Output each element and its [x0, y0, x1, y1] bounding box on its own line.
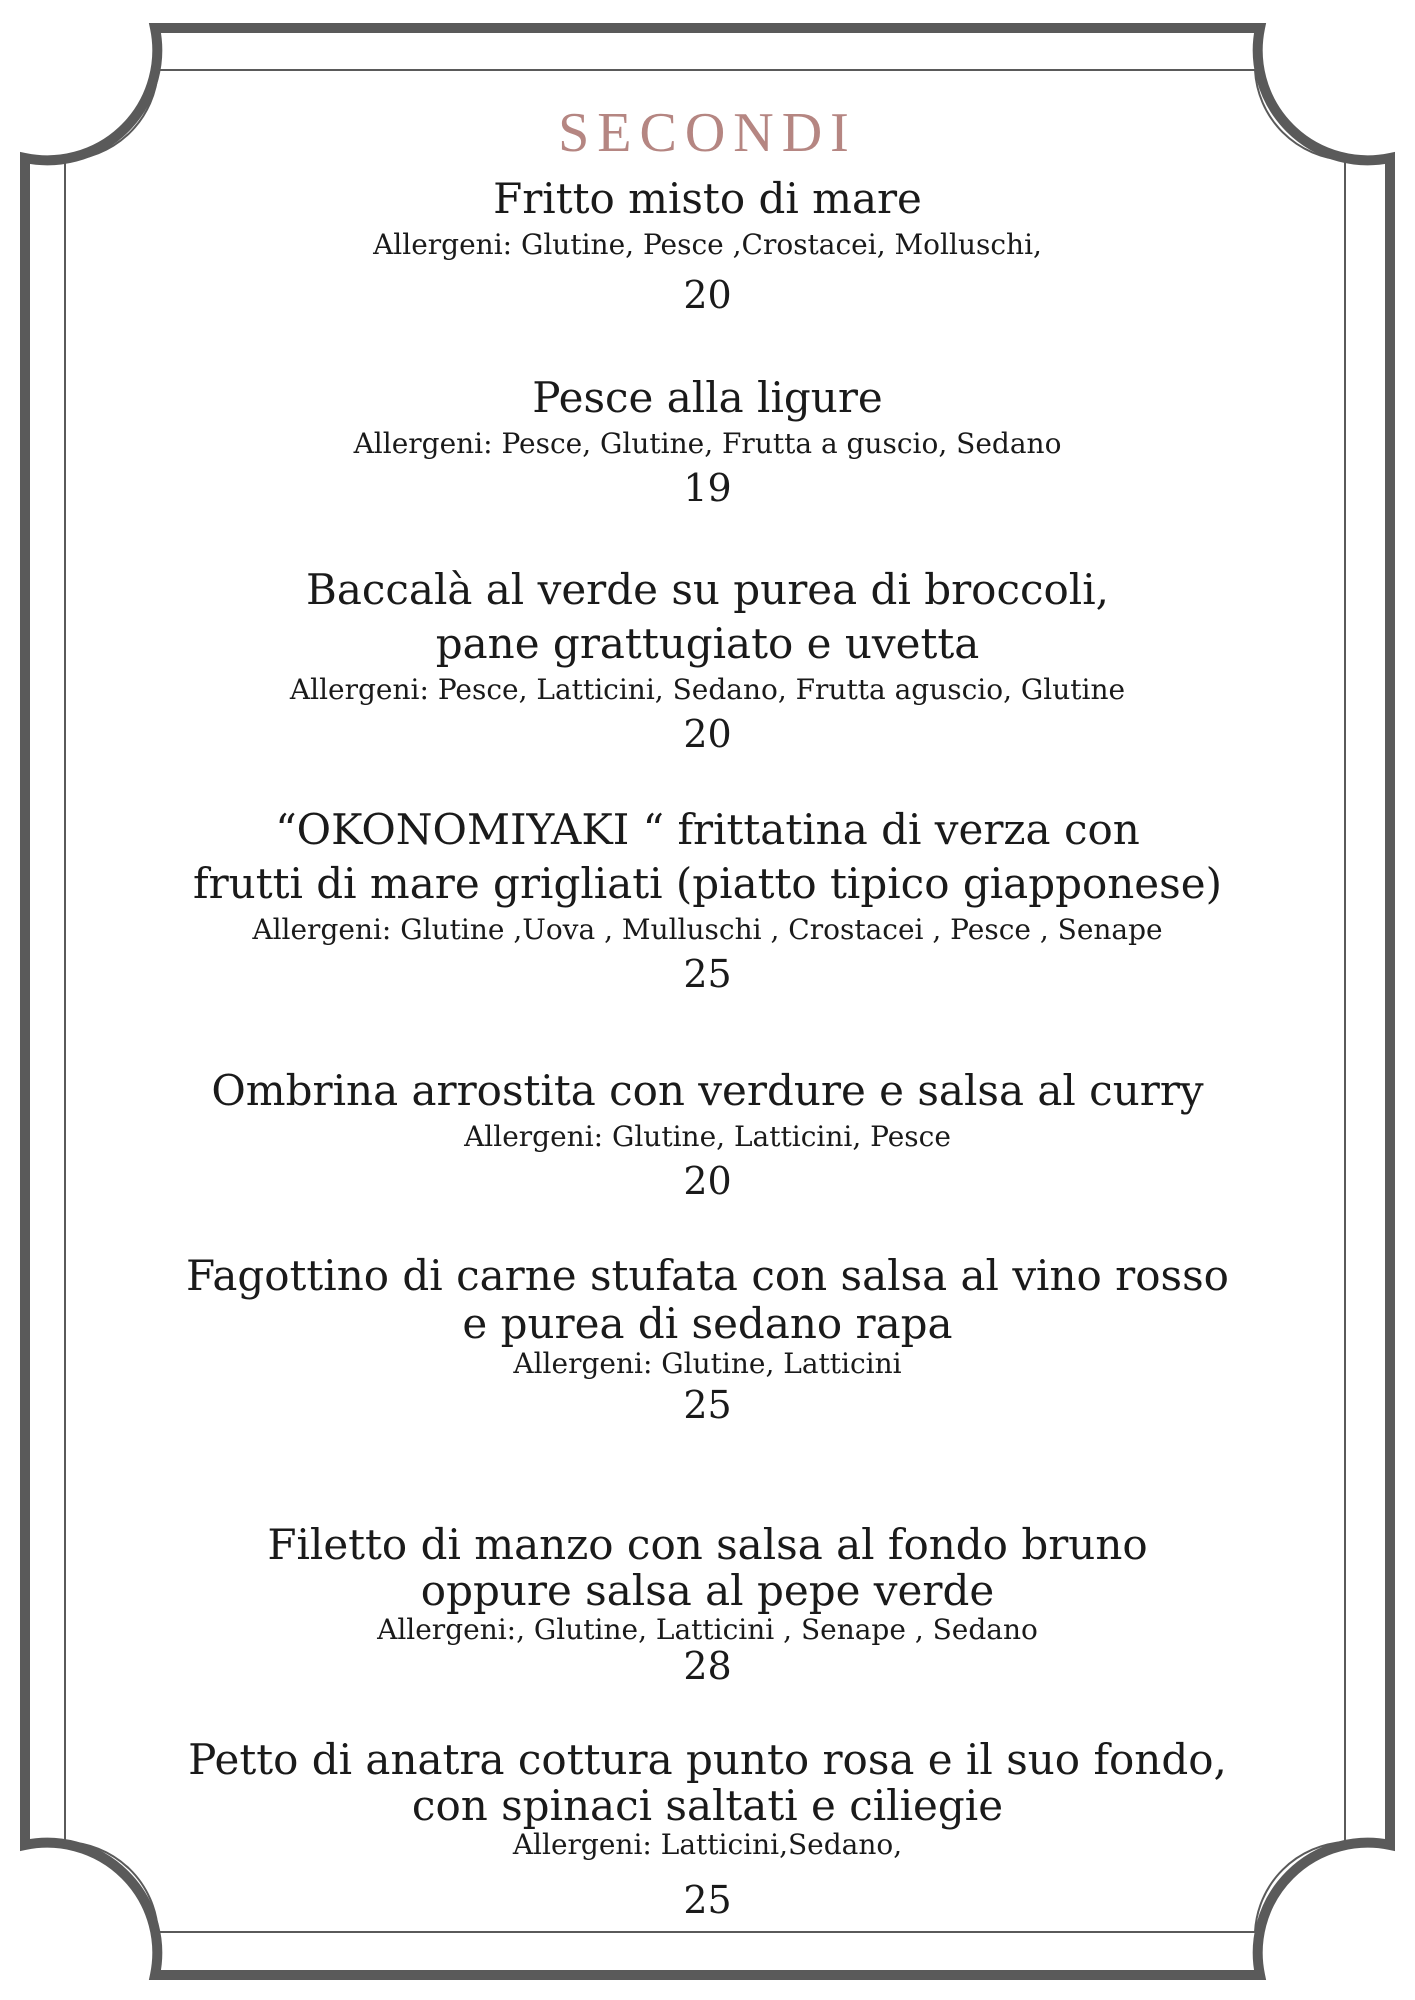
dish-item [150, 172, 1265, 320]
dish-name: Pesce alla ligure [532, 373, 883, 422]
dish-item [150, 1737, 1265, 1925]
dish-name-line-2: frutti di mare grigliati (piatto tipico giapponese) [193, 859, 1222, 908]
dish-name-line-2: con spinaci saltati e ciliegie [411, 1781, 1004, 1830]
dish-allergens: Allergeni: Pesce, Latticini, Sedano, Frutta aguscio, Glutine [289, 673, 1126, 706]
dish-name: Fritto misto di mare [493, 174, 922, 223]
dish-item [150, 371, 1265, 513]
dish-allergens: Allergeni: Pesce, Glutine, Frutta a guscio, Sedano [353, 427, 1062, 460]
dish-allergens: Allergeni: Glutine, Latticini, Pesce [464, 1120, 951, 1153]
dish-allergens: Allergeni:, Glutine, Latticini , Senape , Sedano [377, 1613, 1038, 1646]
dish-item [150, 1522, 1265, 1686]
dish-allergens: Allergeni: Latticini,Sedano, [512, 1828, 903, 1861]
dish-price: 19 [683, 466, 732, 510]
dish-name-line-2: e purea di sedano rapa [462, 1299, 953, 1348]
dish-name: Ombrina arrostita con verdure e salsa al curry [211, 1066, 1204, 1115]
dish-name-line-1: Filetto di manzo con salsa al fondo bruno [267, 1520, 1148, 1569]
dish-price: 20 [683, 273, 732, 317]
dish-item [150, 563, 1265, 759]
dish-allergens: Allergeni: Glutine, Pesce ,Crostacei, Molluschi, [373, 228, 1042, 261]
dish-item [150, 1064, 1265, 1206]
dish-name-line-1: “OKONOMIYAKI “ frittatina di verza con [275, 805, 1140, 854]
dish-price: 20 [683, 1159, 732, 1203]
dish-price: 28 [683, 1644, 732, 1688]
dish-price: 25 [683, 1383, 732, 1427]
dish-allergens: Allergeni: Glutine, Latticini [513, 1347, 902, 1380]
dish-item [150, 803, 1265, 999]
dish-name-line-1: Fagottino di carne stufata con salsa al vino rosso [186, 1251, 1229, 1300]
dish-name-line-1: Baccalà al verde su purea di broccoli, [305, 565, 1110, 614]
dish-price: 20 [683, 712, 732, 756]
dish-name-line-1: Petto di anatra cottura punto rosa e il suo fondo, [188, 1735, 1227, 1784]
dish-name-line-2: oppure salsa al pepe verde [420, 1566, 995, 1615]
dish-price: 25 [683, 1878, 732, 1922]
menu-section-title: SECONDI [558, 102, 857, 164]
dish-allergens: Allergeni: Glutine ,Uova , Mulluschi , Crostacei , Pesce , Senape [252, 913, 1163, 946]
dish-price: 25 [683, 952, 732, 996]
dish-item [150, 1252, 1265, 1430]
dish-name-line-2: pane grattugiato e uvetta [435, 619, 980, 668]
